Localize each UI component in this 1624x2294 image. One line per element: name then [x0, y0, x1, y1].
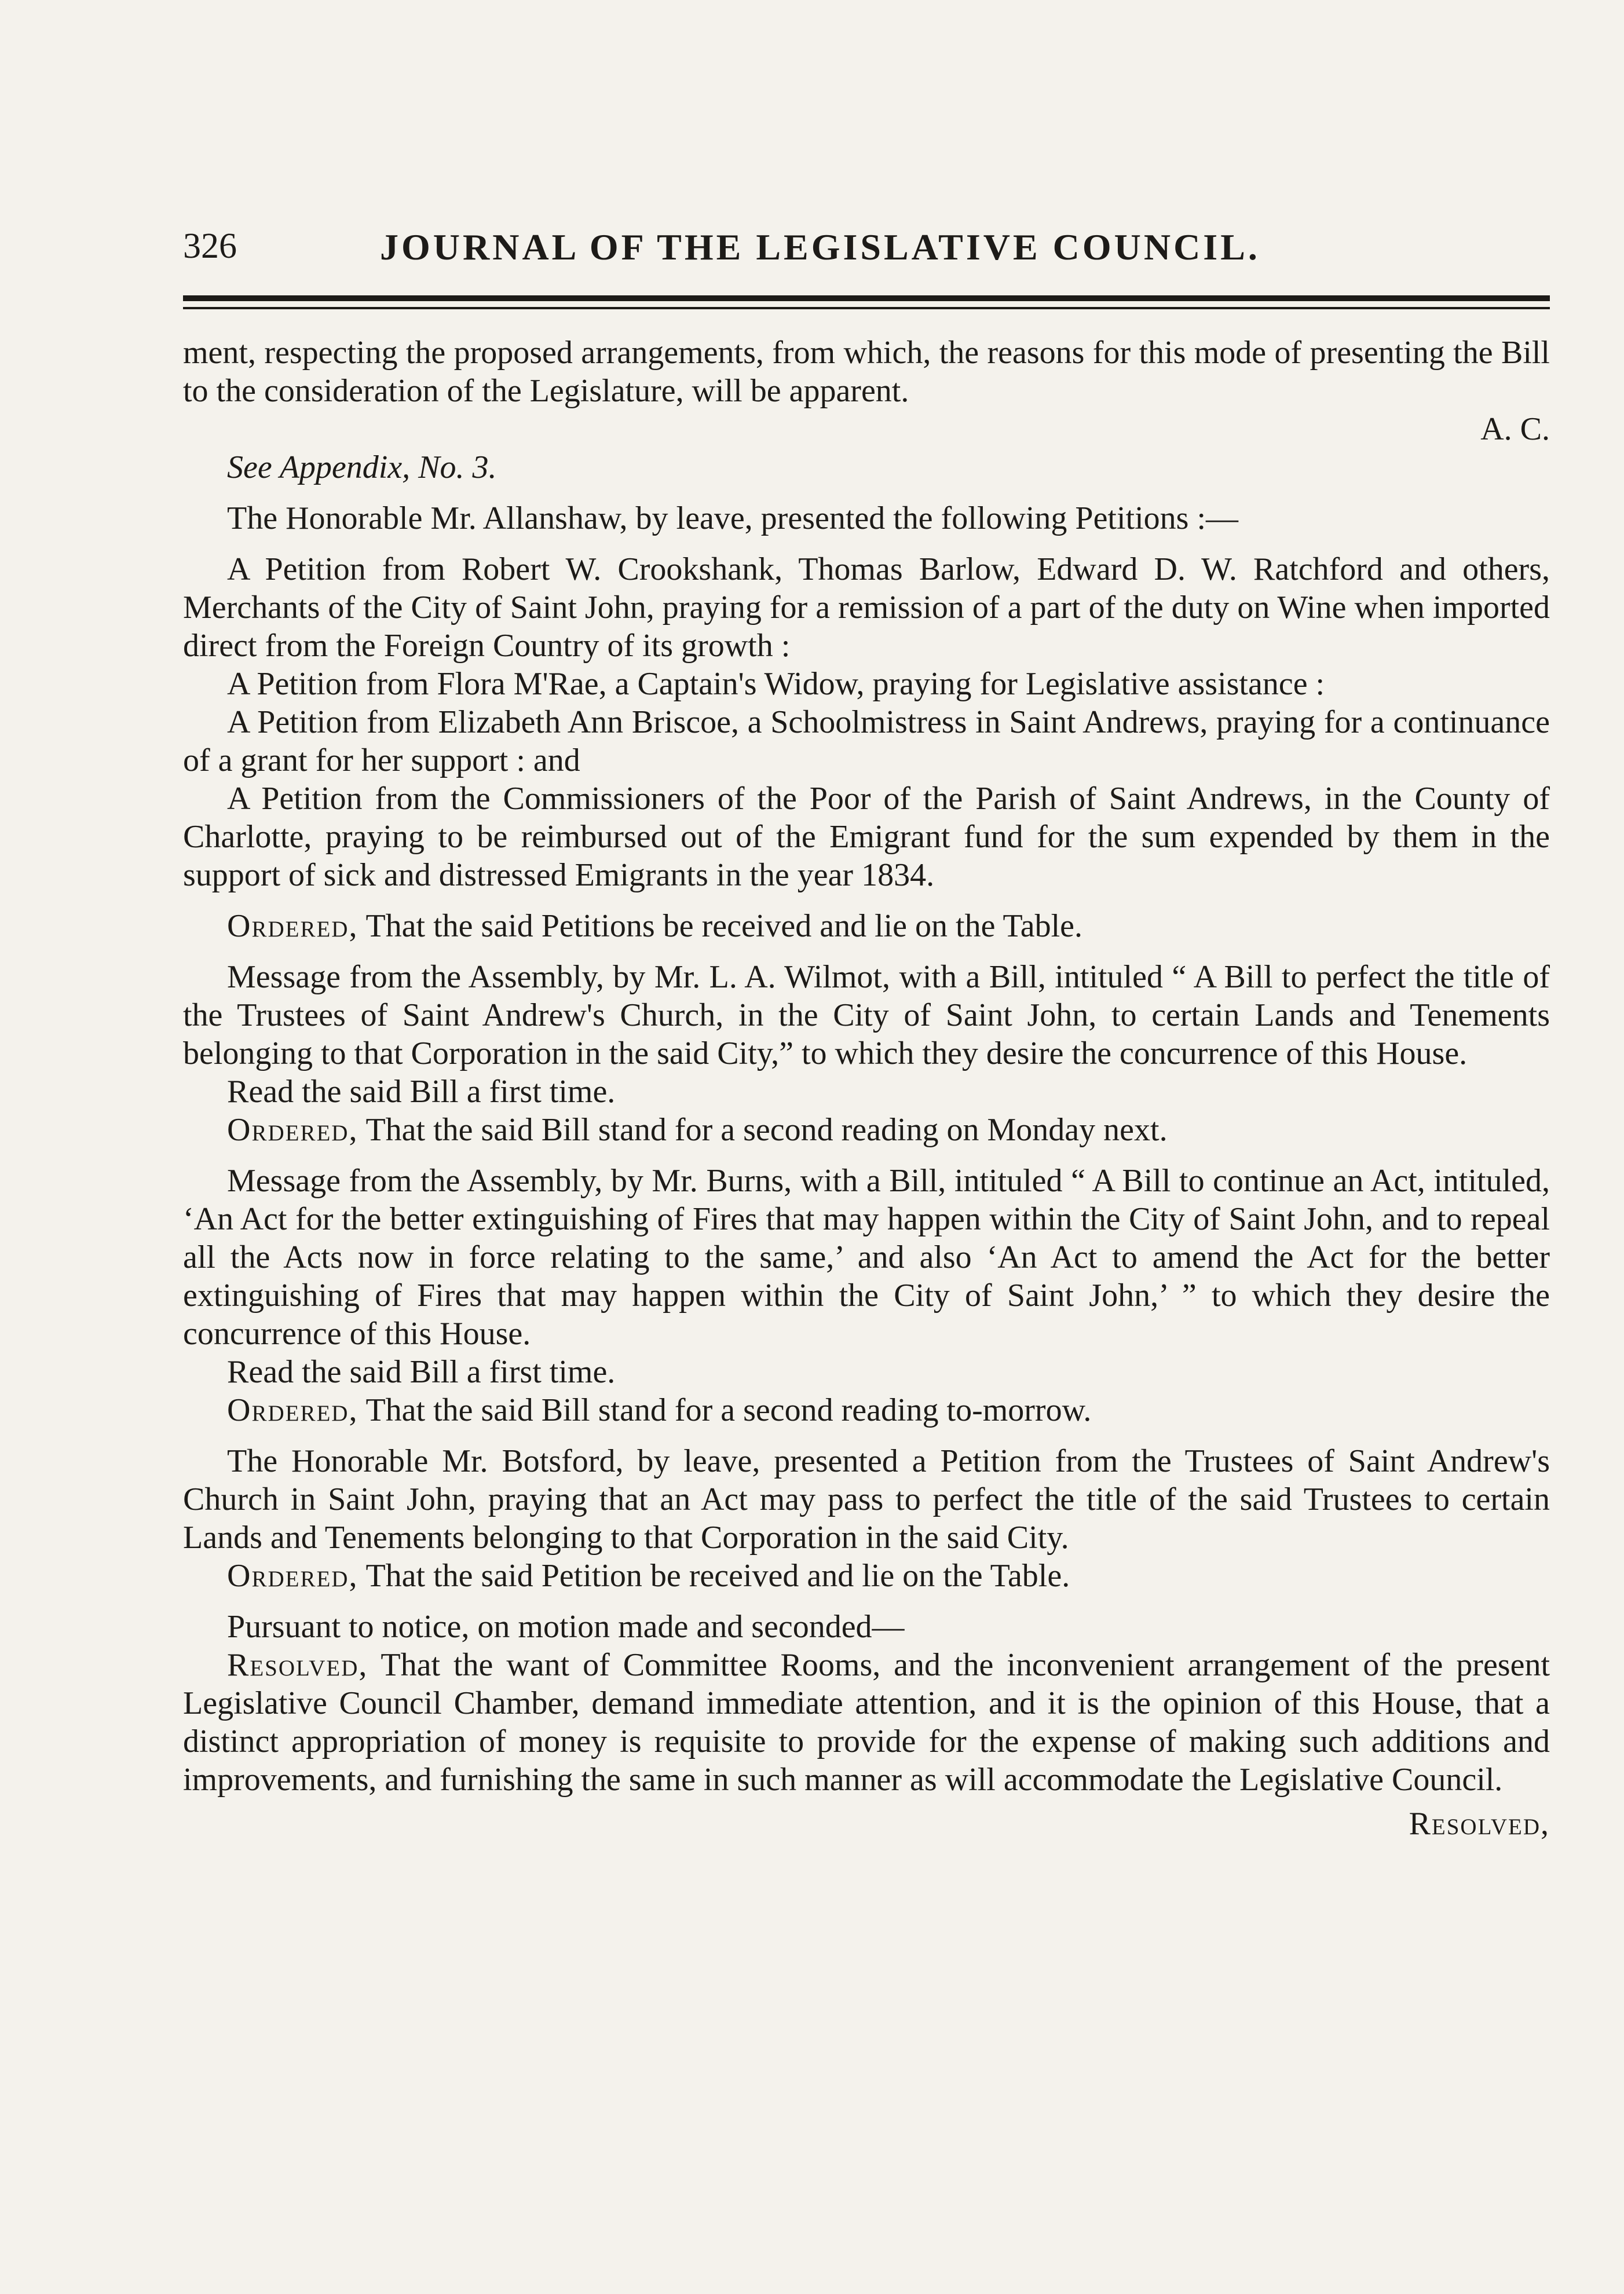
catchword: Resolved, [1409, 1806, 1550, 1842]
petitions-intro: The Honorable Mr. Allanshaw, by leave, presented the following Petitions :— [227, 500, 1239, 536]
header-rule [183, 295, 1550, 309]
message-burns: Message from the Assembly, by Mr. Burns, with a Bill, intituled “ A Bill to continue an Act, intituled, ‘An Act for the better extinguishing of Fires that may happen within the City of Saint John, and to repeal all the Acts now in force relating to the same,’ and also ‘An Act to amend the Act for the better extinguishing of Fires that may happen within the City of Saint John,’ ” to which they desire the concurrence of this House. [183, 1163, 1550, 1352]
page-header [183, 220, 1550, 284]
ordered-label: Ordered, [227, 1112, 359, 1148]
resolved-label: Resolved, [227, 1647, 368, 1683]
appendix-reference: See Appendix, No. 3. [227, 449, 497, 485]
petition-crookshank: A Petition from Robert W. Crookshank, Thomas Barlow, Edward D. W. Ratchford and others, Merchants of the City of Saint John, praying for a remission of a part of the duty on Wine when imported direct from the Foreign Country of its growth : [183, 551, 1550, 664]
ordered-petitions: Ordered, That the said Petitions be received and lie on the Table. [227, 908, 1083, 944]
petition-botsford: The Honorable Mr. Botsford, by leave, presented a Petition from the Trustees of Saint Andrew's Church in Saint John, praying that an Act may pass to perfect the title of the said Trustees to certain Lands and Tenements belonging to that Corporation in the said City. [183, 1443, 1550, 1556]
first-reading-2: Read the said Bill a first time. [227, 1354, 616, 1390]
petition-briscoe: A Petition from Elizabeth Ann Briscoe, a Schoolmistress in Saint Andrews, praying for a continuance of a grant for her support : and [183, 704, 1550, 778]
ordered-second-reading-tomorrow: Ordered, That the said Bill stand for a second reading to-morrow. [227, 1392, 1092, 1428]
petition-commissioners: A Petition from the Commissioners of the Poor of the Parish of Saint Andrews, in the County of Charlotte, praying to be reimbursed out of the Emigrant fund for the sum expended by them in the support of sick and distressed Emigrants in the year 1834. [183, 781, 1550, 893]
page-number: 326 [183, 226, 237, 266]
motion-notice: Pursuant to notice, on motion made and seconded— [227, 1609, 905, 1645]
ordered-label: Ordered, [227, 1392, 359, 1428]
ordered-label: Ordered, [227, 908, 359, 944]
journal-body [183, 334, 1550, 1843]
ordered-second-reading-monday: Ordered, That the said Bill stand for a second reading on Monday next. [227, 1112, 1168, 1148]
resolution-committee-rooms: Resolved, That the want of Committee Rooms, and the inconvenient arrangement of the present Legislative Council Chamber, demand immediate attention, and it is the opinion of this House, that a distinct appropriation of money is requisite to provide for the expense of making such additions and improvements, and furnishing the same in such manner as will accommodate the Legislative Council. [183, 1647, 1550, 1798]
first-reading-1: Read the said Bill a first time. [227, 1074, 616, 1110]
ordered-petition-table: Ordered, That the said Petition be received and lie on the Table. [227, 1558, 1070, 1594]
initials-signature: A. C. [1480, 411, 1550, 447]
continued-paragraph: ment, respecting the proposed arrangements, from which, the reasons for this mode of presenting the Bill to the consideration of the Legislature, will be apparent. [183, 335, 1550, 409]
ordered-label: Ordered, [227, 1558, 359, 1594]
petition-mrae: A Petition from Flora M'Rae, a Captain's Widow, praying for Legislative assistance : [227, 666, 1325, 702]
message-wilmot: Message from the Assembly, by Mr. L. A. Wilmot, with a Bill, intituled “ A Bill to perfect the title of the Trustees of Saint Andrew's Church, in the City of Saint John, to certain Lands and Tenements belonging to that Corporation in the said City,” to which they desire the concurrence of this House. [183, 959, 1550, 1071]
running-title: JOURNAL OF THE LEGISLATIVE COUNCIL. [380, 226, 1260, 268]
